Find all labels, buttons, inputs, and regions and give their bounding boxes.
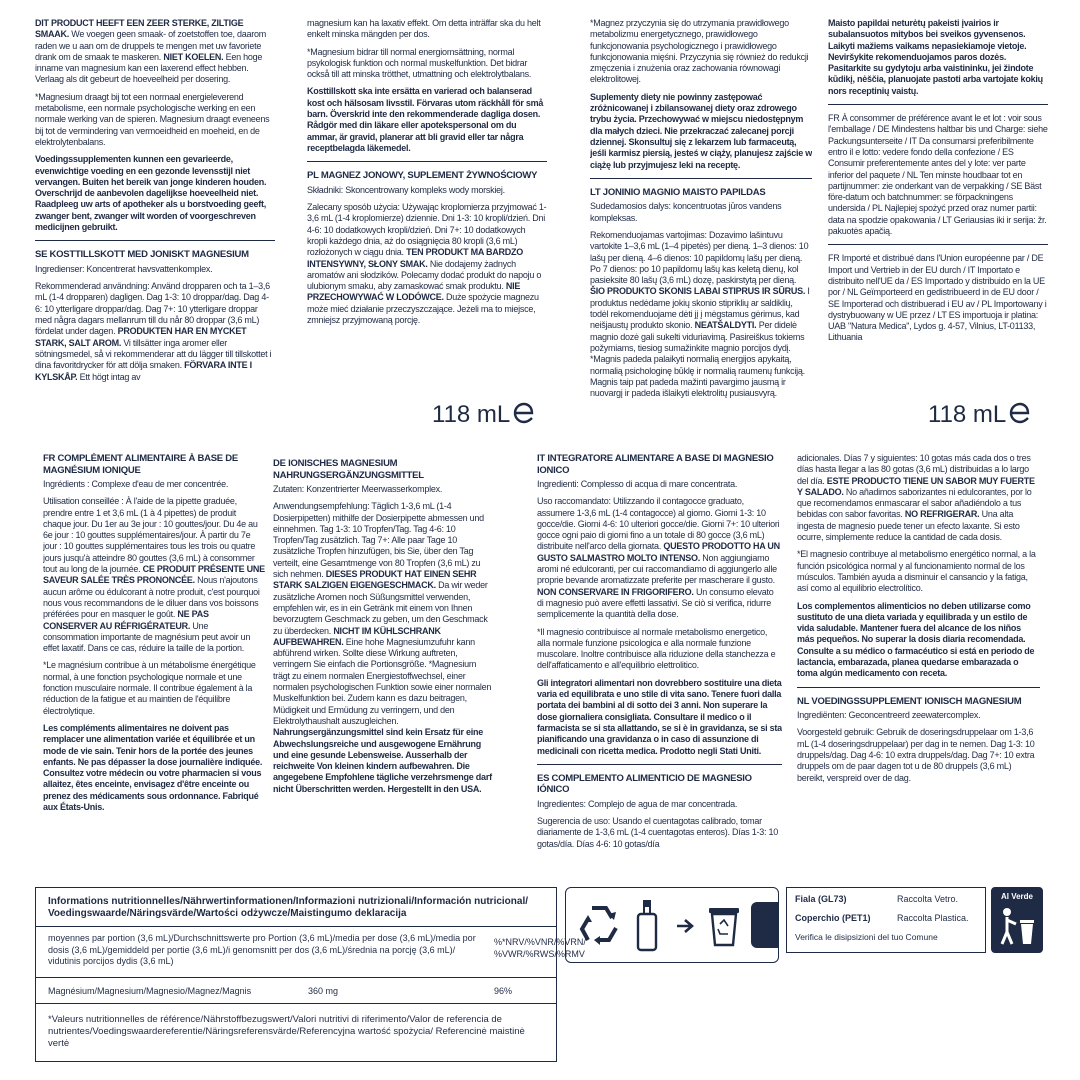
divider: [828, 244, 1048, 245]
cap-material: Coperchio (PET1): [795, 913, 871, 923]
pl-warning: Suplementy diety nie powinny zastępować zróżnicowanej i zbilansowanej diety oraz zdrowego trybu życia. Przechowywać w miejscu niedostępnym dla małych dzieci. Nie przekraczać zalecanej porcji dziennej. Skonsultuj się z lekarzem lub farmaceutą, jeśli karmisz piersią, jesteś w ciąży, planujesz zajście w ciążę lub przyjmujesz leki na receptę.: [590, 91, 812, 170]
lt-ingredients: Sudedamosios dalys: koncentruotas jūros vandens kompleksas.: [590, 201, 782, 223]
importer-info: FR Importé et distribué dans l'Union européenne par / DE Import und Vertrieb in der EU durch / IT Importato e distribuito nell'UE da / ES Importado y distribuido en la UE por / NL Geïmporteerd en gedistribueerd in de EU door / SE Importerad och distribuerad i EU av / PL Importowany i dystrybuowany w UE przez / LT ES importuoja ir platina: UAB "Natura Medica", Lydos g. 4-57, Vilnius, LT-01133, Lithuania: [828, 253, 1047, 343]
nutrition-header-row: [36, 927, 586, 978]
text-column-6: [273, 458, 495, 871]
text-column-5: [43, 453, 265, 871]
it-usage: Uso raccomandato: Utilizzando il contagocce graduato, assumere 1-3,6 mL (1-4 contagocce) al giorno. Giorni 1-3: 10 gocce/die. Giorni 4-6: 10 ulteriori gocce/die. Giorni 7+: 10 ulteriori gocce ogni paio di giorni fino a un totale di 80 gocce (3,6 mL) distribuite nell'arco della giornata. QUESTO PRODOTTO HA UN GUSTO SALMASTRO MOLTO INTENSO. Non aggiungiamo aromi né edulcoranti, per cui raccomandiamo di aggiungerlo alle proprie bevande aromatizzate preferite per mascherare il gusto. NON CONSERVARE IN FRIGORIFERO. Un consumo elevato di magnesio può avere effetti lassativi. Se ciò si verifica, ridurre semplicemente la quantità della dose.: [537, 496, 780, 620]
fr-title: FR COMPLÉMENT ALIMENTAIRE À BASE DE MAGNÉSIUM IONIQUE: [43, 453, 238, 476]
es-continued: adicionales. Días 7 y siguientes: 10 gotas más cada dos o tres días hasta llegar a las 80 gotas (3,6 mL) distribuidas a lo largo del día. ESTE PRODUCTO TIENE UN SABOR MUY FUERTE Y SALADO. No añadimos saborizantes ni edulcorantes, por lo que recomendamos enmascarar el sabor añadiéndolo a tus bebidas con sabor favoritas. NO REFRIGERAR. Una alta ingesta de magnesio puede tener un efecto laxante. Si esto ocurre, simplemente reduce la cantidad de cada dosis.: [797, 453, 1035, 543]
nl-claim: *Magnesium draagt bij tot een normaal energieleverend metabolisme, een normale psychologische werking en een normale werking van de spieren. Magnesium draagt eveneens bij tot de vermindering van vermoeidheid en moeheid, en de elektrolytenbalans.: [35, 91, 270, 147]
al-verde-label: Al Verde: [1000, 892, 1033, 901]
al-verde-badge: [991, 887, 1043, 953]
nl-warning: Voedingssupplementen kunnen een gevarieerde, evenwichtige voeding en een gezonde levensstijl niet vervangen. Buiten het bereik van jonge kinderen houden. Overschrijd de aanbevolen dagelijkse hoeveelheid niet. Raadpleeg uw arts of apotheker als u borstvoeding geeft, zwanger bent, zwanger wilt worden of voorgeschreven medicijnen gebruikt.: [35, 154, 267, 233]
nl-usage: Voorgesteld gebruik: Gebruik de doseringsdruppelaar om 1-3,6 mL (1-4 doseringsdruppelaar) per dag in te nemen. Dag 1-3: 10 druppels/dag. Dag 4-6: 10 extra druppels/dag. Dag 7+: 10 extra druppels om de paar dagen tot u de 80 druppels (3,6 mL) bereikt, verspreid over de dag.: [797, 727, 1035, 783]
municipality-note: Verifica le disipsizioni del tuo Comune: [795, 932, 938, 942]
person-bin-icon: [998, 906, 1038, 946]
se-continued: magnesium kan ha laxativ effekt. Om detta inträffar ska du helt enkelt minska mängden per dos.: [307, 18, 541, 40]
nl-title: NL VOEDINGSSUPPLEMENT IONISCH MAGNESIUM: [797, 695, 1022, 707]
nutrient-row: [36, 978, 556, 1004]
text-column-4: [828, 18, 1048, 403]
best-before-info: FR À consommer de préférence avant le et lot : voir sous l'emballage / DE Mindestens haltbar bis und Charge: siehe Packungsunterseite / IT Da consumarsi preferibilmente entro il e lotto: vedere fondo della confezione / ES Consumir preferentemente antes del y lote: ver parte inferior del paquete / NL Ten minste houdbaar tot en partijnummer: zie onderkant van de verpakking / SE Bäst före-datum och batchnummer: se förpackningens undersida / PL Najlepiej spożyć przed oraz numer partii: data na spodzie opakowania / LT Geriausias iki ir serija: žr. pakuotės apačią.: [828, 113, 1048, 237]
se-ingredients: Ingredienser: Koncentrerat havsvattenkomplex.: [35, 263, 213, 274]
volume-label: 118 mL: [928, 402, 1032, 428]
es-ingredients: Ingredientes: Complejo de agua de mar concentrada.: [537, 798, 738, 809]
nutrient-percent: 96%: [494, 986, 513, 996]
nutrition-table: [35, 887, 586, 1062]
lt-title: LT JONINIO MAGNIO MAISTO PAPILDAS: [590, 186, 766, 198]
lt-warning: Maisto papildai neturėtų pakeisti įvairios ir subalansuotos mitybos bei sveikos gyvensenos. Laikyti mažiems vaikams nepasiekiamoje vietoje. Neviršykite rekomenduojamos paros dozės. Pasitarkite su gydytoju arba vaistininku, jei žindote kūdikį, nėščia, planuojate pastoti arba vartojate kokių nors receptinių vaistų.: [828, 18, 1043, 96]
nl-intro-paragraph: DIT PRODUCT HEEFT EEN ZEER STERKE, ZILTIGE SMAAK. We voegen geen smaak- of zoetstoffen toe, daarom raden we u aan om de druppels te mengen met uw favoriete drank om de smaak te maskeren. NIET KOELEN. Een hoge inname van magnesium kan een laxerend effect hebben. Verlaag als dit gebeurt de hoeveelheid per dosering.: [35, 18, 267, 85]
fr-warning: Les compléments alimentaires ne doivent pas remplacer une alimentation variée et équilibrée et un mode de vie sain. Tenir hors de la portée des jeunes enfants. Ne pas dépasser la dose journalière indiquée. Consultez votre médecin ou votre pharmacien si vous allaitez, êtes enceinte, envisagez d'être enceinte ou prenez des médicaments sous ordonnance. Fabriqué aux États-Unis.: [43, 722, 263, 813]
it-claim: *Il magnesio contribuisce al normale metabolismo energetico, alla normale funzione psicologica e alla normale funzione muscolare. Inoltre contribuisce alla riduzione della stanchezza e dell'affaticamento e all'equilibrio elettrolitico.: [537, 626, 776, 671]
text-column-1: [35, 18, 275, 428]
pl-title: PL MAGNEZ JONOWY, SUPLEMENT ŻYWNOŚCIOWY: [307, 170, 538, 182]
divider: [797, 687, 1040, 688]
text-column-2: [307, 18, 547, 398]
estimated-sign-icon: [1008, 402, 1032, 424]
nutrient-amount: 360 mg: [308, 986, 339, 996]
cap-disposal: Raccolta Plastica.: [897, 913, 969, 923]
se-title: SE KOSTTILLSKOTT MED JONISKT MAGNESIUM: [35, 249, 249, 261]
recycle-arrows-icon: [574, 900, 624, 950]
de-ingredients: Zutaten: Konzentrierter Meerwasserkomplex.: [273, 484, 443, 494]
bottle-icon: [632, 898, 662, 954]
text-column-8: [797, 453, 1040, 871]
per-serving-label: moyennes par portion (3,6 mL)/Durchschnittswerte pro Portion (3,6 mL)/media per dose (3,6 mL)/media por dosis (3,6 mL)/gemiddeld per portie (3,6 mL)/i genomsnitt per dos (3,6 mL)/średnia na porcję (3,6 mL)/ vidutinis porcijos dydis (3,6 mL): [48, 933, 476, 966]
fr-usage: Utilisation conseillée : À l'aide de la pipette graduée, prendre entre 1 et 3,6 mL (1 à 4 pipettes) de produit chaque jour. Du 1er au 3e jour : 10 gouttes/jour. Du 4e au 6e jour : 10 gouttes supplémentaires/jour. À partir du 7e jour : 10 gouttes supplémentaires tous les trois ou quatre jours jusqu'à atteindre 80 gouttes (3,6 mL) à consommer tout au long de la journée. CE PRODUIT PRÉSENTE UNE SAVEUR SALÉE TRÈS PRONONCÉE. Nous n'ajoutons aucun arôme ou édulcorant à notre produit, c'est pourquoi nous vous recommandons de le diluer dans vos boissons préférées pour en masquer le goût. NE PAS CONSERVER AU RÉFRIGÉRATEUR. Une consommation importante de magnésium peut avoir un effet laxatif. Dans ce cas, réduire la taille de la portion.: [43, 496, 265, 654]
pl-usage: Zalecany sposób użycia: Używając kroplomierza przyjmować 1-3,6 mL (1-4 kroplomierze) dziennie. Dni 1-3: 10 kropli/dzień. Dni 4-6: 10 dodatkowych kropli/dzień. Dni 7+: 10 dodatkowych kropli każdego dnia, aż do osiągnięcia 80 kropli (3,6 mL) rozłożonych w ciągu dnia. TEN PRODUKT MA BARDZO INTENSYWNY, SŁONY SMAK. Nie dodajemy żadnych aromatów ani słodzików. Polecamy dodać produkt do napoju o ulubionym smaku, aby zamaskować smak produktu. NIE PRZECHOWYWAĆ W LODÓWCE. Duże spożycie magnezu może mieć działanie przeczyszczające. Jeżeli ma to miejsce, zmniejsz przyjmowaną porcję.: [307, 202, 547, 326]
text-column-3: [590, 18, 812, 428]
volume-label: 118 mL: [432, 402, 536, 428]
divider: [828, 104, 1048, 105]
bottle-disposal: Raccolta Vetro.: [897, 894, 959, 904]
nutrition-title-row: [36, 888, 556, 927]
bottle-material: Fiala (GL73): [795, 894, 847, 904]
pl-ingredients: Składniki: Skoncentrowany kompleks wody morskiej.: [307, 184, 505, 195]
estimated-sign-icon: [512, 402, 536, 424]
divider: [537, 764, 782, 765]
recycling-icons: [565, 887, 779, 963]
nl-ingredients: Ingrediënten: Geconcentreerd zeewatercomplex.: [797, 710, 981, 721]
nrv-header: %*NRV/%VNR/%VRN/ %VWR/%RWS/%RMV: [494, 937, 586, 959]
es-claim: *El magnesio contribuye al metabolismo energético normal, a la función psicológica normal y al funcionamiento normal de los músculos. También ayuda a disminuir el cansancio y la fatiga, así como al equilibrio electrolítico.: [797, 549, 1036, 594]
lt-usage: Rekomenduojamas vartojimas: Dozavimo lašintuvu vartokite 1–3,6 mL (1–4 pipetės) per dieną. 1–3 dienos: 10 lašų per dieną. 4–6 dienos: 10 papildomų lašų per dieną. Po 7 dienos: po 10 papildomų lašų kas keletą dienų, kol pasieksite 80 lašų (3,6 mL) dozę, paskirstytą per dieną. ŠIO PRODUKTO SKONIS LABAI STIPRUS IR SŪRUS. I produktus nedėdame jokių skonio stipriklių ar saldiklių, todėl rekomenduojame dėti jį į mėgstamus gėrimus, kad neišjaustų produkto skonio. NEATŠALDYTI. Per didelė magnio dozė gali sukelti viduriavimą. Pasireiškus tokiems požymiams, tiesiog sumažinkite magnio porcijos dydį. *Magnis padeda palaikyti normalią energijos apykaitą, normalią psichologinę būklę ir normalią raumenų funkciją. Magnis taip pat padeda mažinti pavargimo jausmą ir nuovargį ir padeda išlaikyti elektrolitų pusiausvyrą.: [590, 229, 810, 399]
se-warning: Kosttillskott ska inte ersätta en varierad och balanserad kost och hälsosam livsstil. Förvaras utom räckhåll för små barn. Överskrid inte den rekommenderade dagliga dosen. Rådgör med din läkare eller apotekspersonal om du ammar, är gravid, planerar att bli gravid eller tar några receptbelagda läkemedel.: [307, 86, 544, 153]
divider: [35, 240, 275, 241]
es-usage: Sugerencia de uso: Usando el cuentagotas calibrado, tomar diariamente de 1-3,6 mL (1-4 cuentagotas enteros). Días 1-3: 10 gotas/día. Días 4-6: 10 gotas/día: [537, 816, 779, 849]
text-column-7: [537, 453, 782, 871]
divider: [307, 161, 547, 162]
divider: [590, 178, 812, 179]
it-ingredients: Ingredienti: Complesso di acqua di mare concentrata.: [537, 479, 738, 489]
recycling-bin-icon: [706, 904, 742, 948]
de-usage: Anwendungsempfehlung: Täglich 1-3,6 mL (1-4 Dosierpipetten) mithilfe der Dosierpipette abmessen und einnehmen. Tag 1-3: 10 Tropfen/Tag. Tag 4-6: 10 Tropfen/Tag zusätzlich. Tag 7+: Alle paar Tage 10 zusätzliche Tropfen hinzufügen, bis Sie, über den Tag verteilt, eine Gesamtmenge von 80 Tropfen (3,6 mL) zu sich nehmen. DIESES PRODUKT HAT EINEN SEHR STARK SALZIGEN EIGENGESCHMACK. Da wir weder zusätzliche Aromen noch Süßungsmittel verwenden, empfehlen wir, es in ein Getränk mit einem von Ihnen bevorzugtem Geschmack zu geben, um den Geschmack zu überdecken. NICHT IM KÜHLSCHRANK AUFBEWAHREN. Eine hohe Magnesiumzufuhr kann abführend wirken. Sollte diese Wirkung auftreten, verringern Sie einfach die Portionsgröße. *Magnesium trägt zu einem normalen Energiestoffwechsel, einer normalen psychologischen Funktion sowie einer normalen Muskelfunktion bei. Zudem kann es dazu beitragen, Müdigkeit und Ermüdung zu verringern, und den Elektrolythaushalt auszugleichen. Nahrungsergänzungsmittel sind kein Ersatz für eine Abwechslungsreiche und ausgewogene Ernährung und eine gesunde Lebensweise. Ausserhalb der reichweite Von kleinen kindern aufbewahren. Die angegebene Empfohlene tägliche verzehrsmenge darf nicht Überschritten werden. Hergestellt in den USA.: [273, 501, 492, 794]
nutrition-footnote: *Valeurs nutritionnelles de référence/Nährstoffbezugswert/Valori nutritivi di riferimento/Valor de referencia de nutrientes/Voedingswaardereferentie/Näringsreferensvärde/Referencyjna wartość spożycia/ Referencinė maistinė vertė: [48, 1014, 525, 1049]
se-claim: *Magnesium bidrar till normal energiomsättning, normal psykologisk funktion och normal muskelfunktion. Det bidrar också till att minska trötthet, utmattning och elektrolytbalans.: [307, 46, 532, 80]
pl-claim: *Magnez przyczynia się do utrzymania prawidłowego metabolizmu energetycznego, prawidłowego funkcjonowania psychologicznego i prawidłowego funkcjonowania mięśni. Przyczynia się również do redukcji zmęczenia i znużenia oraz zachowania równowagi elektrolitowej.: [590, 18, 809, 85]
it-title: IT INTEGRATORE ALIMENTARE A BASE DI MAGNESIO IONICO: [537, 453, 774, 476]
es-title: ES COMPLEMENTO ALIMENTICIO DE MAGNESIO IÓNICO: [537, 772, 752, 796]
fr-ingredients: Ingrédients : Complexe d'eau de mer concentrée.: [43, 479, 229, 489]
it-warning: Gli integratori alimentari non dovrebbero sostituire una dieta varia ed equilibrata e uno stile di vita sano. Tenere fuori dalla portata dei bambini al di sotto dei 3 anni. Non superare la dose giornaliera consigliata. Consultare il medico o il farmacista se si sta allattando, se si è in gravidanza, se si sta pianificando una gravidanza o in caso di assunzione di medicinali con ricetta medica. Prodotto negli Stati Uniti.: [537, 677, 782, 756]
fr-claim: *Le magnésium contribue à un métabolisme énergétique normal, à une fonction psychologique normale et une fonction musculaire normale. Il contribue également à la réduction de la fatigue et au maintien de l'équilibre électrolytique.: [43, 660, 256, 716]
se-usage: Rekommenderad användning: Använd dropparen och ta 1–3,6 mL (1-4 dropparen) dagligen. Dag 1-3: 10 droppar/dag. Dag 4-6: 10 ytterligare droppar/dag. Dag 7+: 10 ytterligare droppar med några dagars mellanrum till du når 80 droppar (3,6 mL) fördelat under dagen. PRODUKTEN HAR EN MYCKET STARK, SALT AROM. Vi tillsätter inga aromer eller sötningsmedel, så vi rekommenderar att du lägger till tillskottet i dina favoritdrycker för att dölja smaken. FÖRVARA INTE I KYLSKÅP. Ett högt intag av: [35, 281, 272, 382]
nutrient-name: Magnésium/Magnesium/Magnesio/Magnez/Magnis: [48, 986, 252, 996]
recycling-info: [786, 887, 986, 953]
es-warning: Los complementos alimenticios no deben utilizarse como sustituto de una dieta variada y equilibrada y un estilo de vida saludable. Mantener fuera del alcance de los niños más pequeños. No superar la dosis diaria recomendada. Consulte a su médico o farmacéutico si está en periodo de lactancia, embarazada, planea quedarse embarazada o toma algún medicamento con receta.: [797, 600, 1035, 679]
arrow-right-icon: [676, 918, 694, 934]
nutrition-title: Informations nutritionnelles/Nährwertinformationen/Informazioni nutrizionali/Información nutricional/ Voedingswaarde/Näringsvärde/Wartości odżywcze/Maistingumo deklaracija: [48, 896, 529, 919]
rec-badge-shape: [751, 902, 779, 948]
de-title: DE IONISCHES MAGNESIUM NAHRUNGSERGÄNZUNGSMITTEL: [273, 458, 424, 481]
